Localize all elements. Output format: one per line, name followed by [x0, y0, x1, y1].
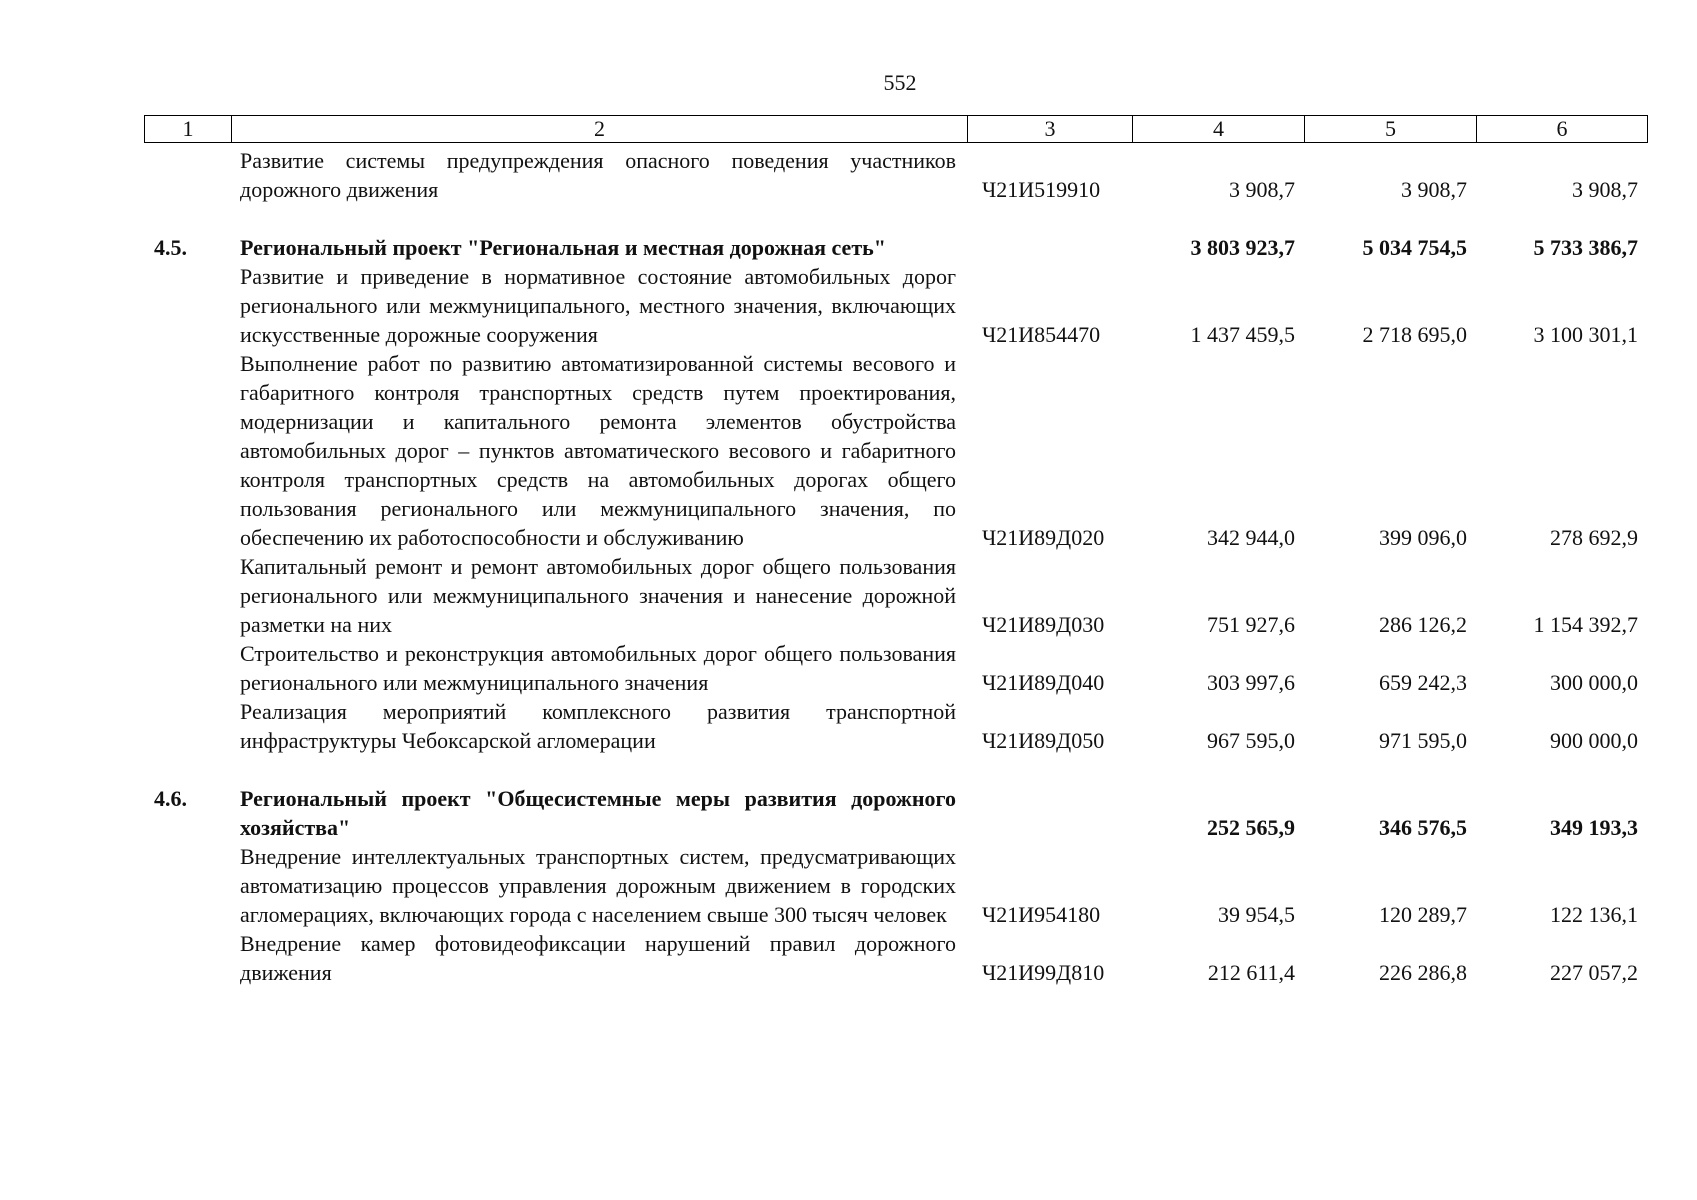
- table-row: [144, 639, 1646, 697]
- table-row: [144, 349, 1646, 552]
- row-value-col6: 3 100 301,1: [1533, 322, 1638, 347]
- row-value-col4: 3 908,7: [1229, 177, 1295, 202]
- row-description: Внедрение интеллектуальных транспортных систем, предусматривающих автоматизацию процессов управления дорожным движением в городских агломерациях, включающих города с населением свыше 300 тысяч человек: [240, 844, 956, 927]
- row-value-col5: 286 126,2: [1379, 612, 1467, 637]
- row-code: Ч21И954180: [982, 902, 1101, 927]
- row-value-col5: 346 576,5: [1379, 815, 1467, 840]
- table-row: [144, 146, 1646, 204]
- row-description: Внедрение камер фотовидеофиксации нарушений правил дорожного движения: [240, 931, 956, 985]
- column-header-3: 3: [967, 116, 1132, 142]
- row-code: Ч21И89Д030: [982, 612, 1105, 637]
- row-value-col6: 900 000,0: [1550, 728, 1638, 753]
- section-row: [144, 784, 1646, 842]
- row-value-col6: 5 733 386,7: [1533, 235, 1638, 260]
- row-description: Региональный проект "Общесистемные меры развития дорожного хозяйства": [240, 786, 956, 840]
- table-row: [144, 697, 1646, 755]
- row-value-col4: 212 611,4: [1207, 960, 1295, 985]
- row-code: Ч21И519910: [982, 177, 1101, 202]
- row-description: Реализация мероприятий комплексного развития транспортной инфраструктуры Чебоксарской агломерации: [240, 699, 956, 753]
- row-value-col6: 1 154 392,7: [1533, 612, 1638, 637]
- page-number: 552: [883, 70, 917, 95]
- row-value-col4: 342 944,0: [1207, 525, 1295, 550]
- section-row: [144, 233, 1646, 262]
- row-description: Развитие системы предупреждения опасного поведения участников дорожного движения: [240, 148, 956, 202]
- column-header-5: 5: [1304, 116, 1476, 142]
- row-value-col5: 120 289,7: [1379, 902, 1467, 927]
- column-header-2: 2: [231, 116, 967, 142]
- row-value-col5: 2 718 695,0: [1362, 322, 1467, 347]
- row-value-col4: 3 803 923,7: [1190, 235, 1295, 260]
- column-header-1: 1: [182, 116, 194, 141]
- table-column-header: [144, 115, 1648, 143]
- row-value-col5: 399 096,0: [1379, 525, 1467, 550]
- row-code: Ч21И854470: [982, 322, 1101, 347]
- row-value-col4: 967 595,0: [1207, 728, 1295, 753]
- row-value-col5: 659 242,3: [1379, 670, 1467, 695]
- row-value-col6: 349 193,3: [1550, 815, 1638, 840]
- row-value-col6: 3 908,7: [1572, 177, 1638, 202]
- row-description: Строительство и реконструкция автомобильных дорог общего пользования регионального или межмуниципального значения: [240, 641, 956, 695]
- row-value-col5: 226 286,8: [1379, 960, 1467, 985]
- row-value-col4: 1 437 459,5: [1190, 322, 1295, 347]
- row-code: Ч21И89Д040: [982, 670, 1105, 695]
- row-value-col4: 252 565,9: [1207, 815, 1295, 840]
- row-code: Ч21И89Д050: [982, 728, 1105, 753]
- row-value-col4: 303 997,6: [1207, 670, 1295, 695]
- row-description: Развитие и приведение в нормативное состояние автомобильных дорог регионального или межмуниципального, местного значения, включающих искусственные дорожные сооружения: [240, 264, 956, 347]
- row-value-col4: 751 927,6: [1207, 612, 1295, 637]
- row-value-col6: 227 057,2: [1550, 960, 1638, 985]
- table-row: [144, 929, 1646, 987]
- row-description: Региональный проект "Региональная и местная дорожная сеть": [240, 235, 886, 260]
- row-number: 4.6.: [154, 786, 187, 811]
- row-value-col6: 122 136,1: [1550, 902, 1638, 927]
- row-number: 4.5.: [154, 235, 187, 260]
- table-row: [144, 842, 1646, 929]
- row-description: Капитальный ремонт и ремонт автомобильных дорог общего пользования регионального или межмуниципального значения и нанесение дорожной разметки на них: [240, 554, 956, 637]
- row-code: Ч21И99Д810: [982, 960, 1105, 985]
- row-value-col6: 300 000,0: [1550, 670, 1638, 695]
- row-value-col4: 39 954,5: [1218, 902, 1295, 927]
- row-value-col5: 971 595,0: [1379, 728, 1467, 753]
- column-header-4: 4: [1132, 116, 1304, 142]
- table-row: [144, 262, 1646, 349]
- table-body: [144, 146, 1646, 987]
- table-row: [144, 552, 1646, 639]
- row-value-col5: 3 908,7: [1401, 177, 1467, 202]
- row-code: Ч21И89Д020: [982, 525, 1105, 550]
- row-value-col6: 278 692,9: [1550, 525, 1638, 550]
- column-header-6: 6: [1476, 116, 1647, 142]
- row-value-col5: 5 034 754,5: [1362, 235, 1467, 260]
- row-description: Выполнение работ по развитию автоматизированной системы весового и габаритного контроля транспортных средств путем проектирования, модернизации и капитального ремонта элементов обустройства автомобильных дорог – пунктов автоматического весового и габаритного контроля транспортных средств на автомобильных дорогах общего пользования регионального или межмуниципального значения, по обеспечению их работоспособности и обслуживанию: [240, 351, 956, 550]
